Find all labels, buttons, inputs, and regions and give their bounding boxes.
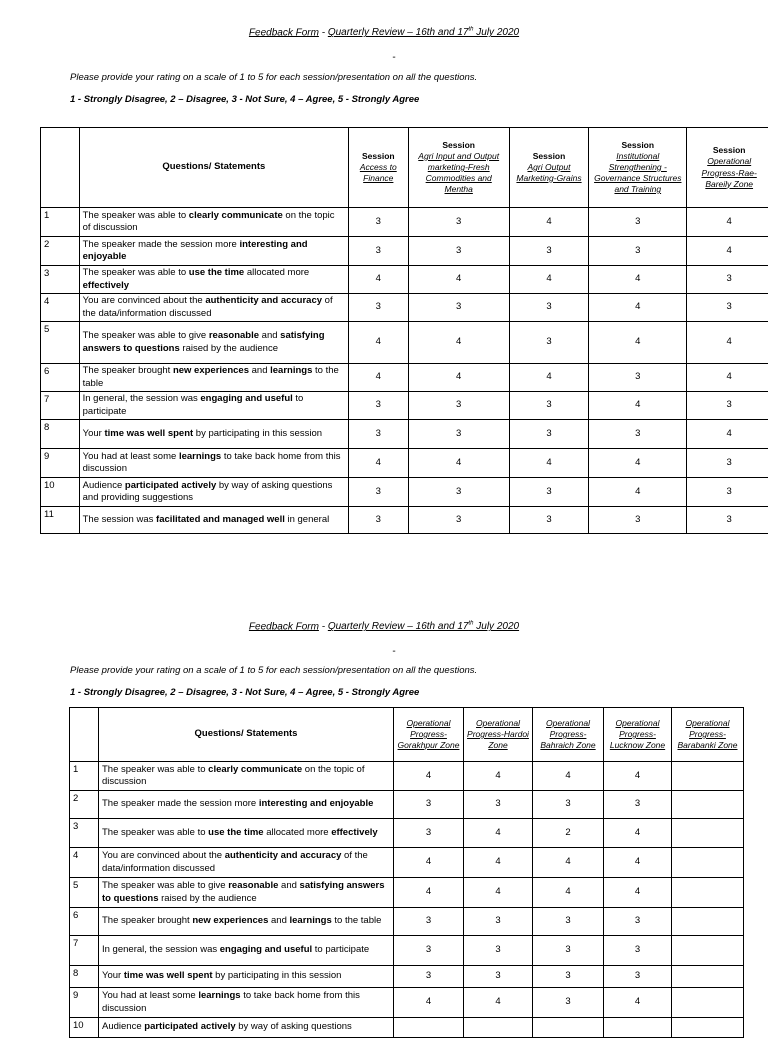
rating-cell-2: 3	[464, 791, 533, 819]
question-text	[99, 908, 394, 936]
table-row	[70, 791, 744, 819]
rating-cell-1: 4	[349, 364, 409, 392]
question-text	[79, 237, 348, 266]
rating-cell-4: 4	[589, 449, 687, 478]
row-number: 2	[41, 237, 80, 266]
table-row	[70, 762, 744, 791]
rating-cell-5	[672, 791, 744, 819]
table-row	[70, 908, 744, 936]
rating-cell-3	[533, 1018, 604, 1038]
rating-cell-1: 3	[349, 507, 409, 534]
rating-cell-2: 4	[408, 322, 509, 364]
session-label: Session	[591, 140, 684, 151]
question-text	[79, 208, 348, 237]
question-text	[79, 478, 348, 507]
rating-cell-3: 3	[509, 237, 588, 266]
question-segment: raised by the audience	[158, 893, 256, 904]
form-title-separator: -	[319, 27, 328, 38]
row-number: 9	[41, 449, 80, 478]
question-text	[79, 294, 348, 322]
question-segment: The speaker was able to	[102, 827, 208, 838]
session-header-1	[394, 708, 464, 762]
rating-cell-3: 4	[533, 878, 604, 908]
rating-cell-1: 3	[394, 819, 464, 848]
rating-cell-1: 3	[349, 478, 409, 507]
rating-cell-3: 3	[509, 322, 588, 364]
scale-legend-1: 1 - Strongly Disagree, 2 – Disagree, 3 - Not Sure, 4 – Agree, 5 - Strongly Agree	[70, 94, 419, 105]
rating-cell-2: 3	[408, 392, 509, 420]
intro-text-2: Please provide your rating on a scale of 1 to 5 for each session/presentation on all the questions.	[70, 665, 477, 676]
table-row	[70, 819, 744, 848]
table-row	[41, 478, 768, 507]
rating-cell-4: 4	[604, 848, 672, 878]
question-segment: and	[249, 365, 270, 376]
session-topic: Operational Progress-Rae-Bareily Zone	[689, 156, 768, 189]
question-emphasis: reasonable	[228, 880, 278, 891]
question-text	[79, 507, 348, 534]
rating-cell-3: 4	[509, 266, 588, 294]
question-segment: In general, the session was	[83, 393, 201, 404]
form-title-suffix: July 2020	[473, 27, 519, 38]
question-text	[79, 449, 348, 478]
question-segment: The session was	[83, 514, 156, 525]
scale-legend-2: 1 - Strongly Disagree, 2 – Disagree, 3 - Not Sure, 4 – Agree, 5 - Strongly Agree	[70, 687, 419, 698]
question-text	[79, 420, 348, 449]
rating-cell-2: 3	[464, 936, 533, 966]
rating-cell-3: 4	[509, 449, 588, 478]
question-segment: on the topic of discussion	[83, 210, 335, 233]
rating-cell-1: 4	[349, 266, 409, 294]
session-header-5	[687, 128, 768, 208]
session-topic: Operational Progress-Hardoi Zone	[466, 718, 530, 751]
rating-cell-2: 3	[408, 507, 509, 534]
rating-cell-3: 3	[533, 908, 604, 936]
rating-cell-4: 4	[604, 878, 672, 908]
form-title-sup: th	[468, 27, 473, 33]
rating-cell-1: 4	[349, 322, 409, 364]
question-segment: Audience	[83, 480, 125, 491]
question-emphasis: authenticity and accuracy	[205, 295, 322, 306]
rating-cell-2: 4	[408, 266, 509, 294]
table-row	[41, 420, 768, 449]
rating-cell-3: 3	[533, 966, 604, 988]
rating-cell-3: 4	[509, 364, 588, 392]
rating-cell-4: 3	[604, 936, 672, 966]
rating-cell-2: 3	[408, 478, 509, 507]
question-emphasis: satisfying answers to questions	[83, 330, 325, 353]
question-segment: Your	[83, 428, 105, 439]
question-segment: You had at least some	[102, 990, 198, 1001]
rating-cell-4	[604, 1018, 672, 1038]
session-topic: Access to Finance	[351, 162, 406, 184]
question-segment: The speaker brought	[83, 365, 173, 376]
rating-cell-3: 3	[509, 294, 588, 322]
session-topic: Operational Progress-Lucknow Zone	[606, 718, 669, 751]
rating-cell-2: 3	[408, 237, 509, 266]
question-emphasis: effectively	[83, 280, 129, 291]
rating-cell-5	[672, 819, 744, 848]
rating-cell-2: 4	[464, 819, 533, 848]
rating-cell-4: 4	[589, 322, 687, 364]
question-segment: You are convinced about the	[83, 295, 206, 306]
rating-cell-2: 4	[408, 449, 509, 478]
question-text	[99, 878, 394, 908]
question-segment: The speaker made the session more	[102, 798, 259, 809]
table-row	[70, 936, 744, 966]
question-text	[99, 988, 394, 1018]
form-title-main: Quarterly Review – 16th and 17	[328, 27, 469, 38]
session-label: Session	[512, 151, 586, 162]
question-segment: In general, the session was	[102, 944, 220, 955]
dash-2: -	[0, 646, 768, 657]
rating-cell-1: 4	[394, 988, 464, 1018]
row-number: 1	[70, 762, 99, 791]
table-row	[41, 392, 768, 420]
question-segment: by way of asking questions	[236, 1021, 352, 1032]
question-segment: Audience	[102, 1021, 144, 1032]
row-number: 3	[70, 819, 99, 848]
table-row	[41, 449, 768, 478]
dash-1: -	[0, 52, 768, 63]
row-number: 6	[41, 364, 80, 392]
question-text	[99, 1018, 394, 1038]
question-segment: to participate	[312, 944, 369, 955]
rating-cell-3: 4	[509, 208, 588, 237]
question-emphasis: engaging and useful	[200, 393, 292, 404]
question-emphasis: learnings	[290, 915, 332, 926]
question-text	[99, 762, 394, 791]
row-number: 7	[41, 392, 80, 420]
question-segment: The speaker was able to	[102, 764, 208, 775]
rating-cell-5	[672, 908, 744, 936]
rating-cell-4: 4	[589, 392, 687, 420]
question-emphasis: use the time	[208, 827, 263, 838]
row-number: 11	[41, 507, 80, 534]
row-number: 10	[41, 478, 80, 507]
rating-cell-5	[672, 988, 744, 1018]
row-number-header	[41, 128, 80, 208]
session-topic: Operational Progress-Bahraich Zone	[535, 718, 601, 751]
table-row	[41, 294, 768, 322]
row-number-header	[70, 708, 99, 762]
question-emphasis: interesting and enjoyable	[259, 798, 374, 809]
rating-cell-5: 4	[687, 322, 768, 364]
question-segment: raised by the audience	[180, 343, 278, 354]
rating-cell-3: 3	[533, 988, 604, 1018]
row-number: 9	[70, 988, 99, 1018]
rating-cell-1: 4	[394, 848, 464, 878]
rating-cell-1: 4	[349, 449, 409, 478]
rating-cell-5: 3	[687, 392, 768, 420]
question-text	[79, 392, 348, 420]
session-topic: Operational Progress-Barabanki Zone	[674, 718, 741, 751]
rating-cell-5: 3	[687, 294, 768, 322]
rating-cell-1: 4	[394, 878, 464, 908]
rating-cell-4: 3	[604, 791, 672, 819]
question-segment: allocated more	[264, 827, 332, 838]
session-topic: Institutional Strengthening - Governance Structures and Training	[591, 151, 684, 195]
table-row	[70, 878, 744, 908]
row-number: 1	[41, 208, 80, 237]
question-segment: The speaker made the session more	[83, 239, 240, 250]
row-number: 10	[70, 1018, 99, 1038]
question-emphasis: interesting and enjoyable	[83, 239, 308, 262]
rating-cell-5: 3	[687, 449, 768, 478]
table-row	[70, 966, 744, 988]
rating-cell-1: 3	[394, 966, 464, 988]
rating-cell-3: 3	[509, 420, 588, 449]
question-segment: The speaker was able to	[83, 210, 189, 221]
question-emphasis: learnings	[198, 990, 240, 1001]
rating-cell-4: 4	[589, 478, 687, 507]
rating-cell-3: 4	[533, 848, 604, 878]
row-number: 7	[70, 936, 99, 966]
form-title-prefix: Feedback Form	[249, 27, 319, 38]
rating-cell-1: 3	[394, 936, 464, 966]
rating-cell-2: 3	[464, 966, 533, 988]
rating-cell-3: 3	[533, 936, 604, 966]
form-title-2	[0, 621, 768, 632]
rating-cell-4: 4	[604, 988, 672, 1018]
rating-cell-4: 3	[589, 237, 687, 266]
question-text	[79, 266, 348, 294]
rating-cell-4: 3	[589, 420, 687, 449]
row-number: 8	[41, 420, 80, 449]
rating-cell-2: 3	[464, 908, 533, 936]
table-row	[41, 322, 768, 364]
rating-cell-1: 3	[349, 392, 409, 420]
session-label: Session	[689, 145, 768, 156]
rating-cell-4: 4	[604, 762, 672, 791]
question-segment: of the data/information discussed	[102, 850, 368, 873]
rating-cell-5	[672, 848, 744, 878]
question-emphasis: engaging and useful	[220, 944, 312, 955]
question-segment: and	[278, 880, 299, 891]
question-emphasis: reasonable	[209, 330, 259, 341]
intro-text-1: Please provide your rating on a scale of 1 to 5 for each session/presentation on all the questions.	[70, 72, 477, 83]
rating-cell-5	[672, 936, 744, 966]
rating-cell-2: 4	[464, 762, 533, 791]
table-row	[41, 364, 768, 392]
question-text	[99, 848, 394, 878]
table-row	[70, 988, 744, 1018]
rating-cell-5: 4	[687, 237, 768, 266]
row-number: 5	[41, 322, 80, 364]
rating-cell-2: 3	[408, 420, 509, 449]
row-number: 6	[70, 908, 99, 936]
rating-cell-1: 3	[349, 294, 409, 322]
rating-cell-2: 3	[408, 294, 509, 322]
rating-cell-1: 4	[394, 762, 464, 791]
table-row	[70, 1018, 744, 1038]
question-emphasis: clearly communicate	[208, 764, 302, 775]
form-title-sup: th	[468, 621, 473, 627]
question-segment: The speaker brought	[102, 915, 192, 926]
form-title-suffix: July 2020	[473, 621, 519, 632]
rating-cell-3: 3	[509, 392, 588, 420]
question-segment: to the table	[332, 915, 382, 926]
question-segment: The speaker was able to give	[83, 330, 209, 341]
form-title-1	[0, 27, 768, 38]
question-segment: and	[268, 915, 289, 926]
question-emphasis: authenticity and accuracy	[225, 850, 342, 861]
question-text	[99, 819, 394, 848]
question-emphasis: time was well spent	[104, 428, 193, 439]
session-topic: Agri Input and Output marketing-Fresh Commodities and Mentha	[411, 151, 507, 195]
session-label: Session	[351, 151, 406, 162]
row-number: 2	[70, 791, 99, 819]
rating-cell-1: 3	[349, 237, 409, 266]
question-segment: and	[259, 330, 280, 341]
session-topic: Agri Output Marketing-Grains	[512, 162, 586, 184]
question-segment: of the data/information discussed	[83, 295, 333, 318]
rating-cell-5: 3	[687, 478, 768, 507]
question-segment: to take back home from this discussion	[83, 451, 341, 474]
row-number: 8	[70, 966, 99, 988]
question-emphasis: new experiences	[173, 365, 249, 376]
question-emphasis: learnings	[179, 451, 221, 462]
session-header-1	[349, 128, 409, 208]
session-header-2	[408, 128, 509, 208]
rating-cell-5	[672, 1018, 744, 1038]
question-text	[99, 966, 394, 988]
row-number: 5	[70, 878, 99, 908]
rating-cell-4: 3	[604, 908, 672, 936]
rating-cell-4: 4	[604, 819, 672, 848]
rating-cell-5	[672, 966, 744, 988]
session-header-3	[533, 708, 604, 762]
question-segment: The speaker was able to give	[102, 880, 228, 891]
rating-cell-1: 3	[349, 208, 409, 237]
rating-cell-5: 4	[687, 208, 768, 237]
session-label: Session	[411, 140, 507, 151]
form-title-separator: -	[319, 621, 328, 632]
question-emphasis: effectively	[331, 827, 377, 838]
questions-header: Questions/ Statements	[79, 128, 348, 208]
table-row	[41, 237, 768, 266]
question-segment: You are convinced about the	[102, 850, 225, 861]
question-emphasis: participated actively	[125, 480, 216, 491]
session-topic: Operational Progress-Gorakhpur Zone	[396, 718, 461, 751]
rating-cell-5	[672, 762, 744, 791]
question-segment: by participating in this session	[193, 428, 322, 439]
rating-cell-2	[464, 1018, 533, 1038]
row-number: 3	[41, 266, 80, 294]
table-row	[41, 507, 768, 534]
rating-cell-4: 3	[589, 208, 687, 237]
rating-cell-3: 3	[533, 791, 604, 819]
rating-cell-5	[672, 878, 744, 908]
question-segment: by way of asking questions and providing suggestions	[83, 480, 333, 503]
question-segment: to participate	[83, 393, 304, 416]
question-segment: The speaker was able to	[83, 267, 189, 278]
row-number: 4	[41, 294, 80, 322]
rating-cell-3: 4	[533, 762, 604, 791]
row-number: 4	[70, 848, 99, 878]
rating-cell-3: 3	[509, 507, 588, 534]
question-emphasis: use the time	[189, 267, 244, 278]
session-header-2	[464, 708, 533, 762]
ratings-table-2	[69, 707, 744, 1038]
rating-cell-4: 3	[589, 507, 687, 534]
question-text	[99, 936, 394, 966]
question-segment: allocated more	[244, 267, 309, 278]
ratings-table-1	[40, 127, 768, 534]
question-segment: on the topic of discussion	[102, 764, 364, 787]
table-row	[70, 848, 744, 878]
question-emphasis: clearly communicate	[189, 210, 283, 221]
rating-cell-5: 3	[687, 507, 768, 534]
session-header-4	[604, 708, 672, 762]
question-segment: to take back home from this discussion	[102, 990, 360, 1013]
rating-cell-1: 3	[394, 791, 464, 819]
question-text	[79, 322, 348, 364]
rating-cell-5: 4	[687, 420, 768, 449]
rating-cell-2: 4	[408, 364, 509, 392]
table-row	[41, 266, 768, 294]
question-text	[79, 364, 348, 392]
rating-cell-2: 4	[464, 848, 533, 878]
form-title-main: Quarterly Review – 16th and 17	[328, 621, 469, 632]
session-header-5	[672, 708, 744, 762]
question-text	[99, 791, 394, 819]
question-emphasis: time was well spent	[124, 970, 213, 981]
rating-cell-4: 4	[589, 266, 687, 294]
question-segment: to the table	[83, 365, 339, 388]
rating-cell-2: 4	[464, 878, 533, 908]
rating-cell-2: 4	[464, 988, 533, 1018]
question-emphasis: participated actively	[144, 1021, 235, 1032]
question-segment: in general	[285, 514, 329, 525]
question-emphasis: new experiences	[192, 915, 268, 926]
rating-cell-3: 3	[509, 478, 588, 507]
rating-cell-1	[394, 1018, 464, 1038]
question-emphasis: facilitated and managed well	[156, 514, 285, 525]
question-segment: by participating in this session	[213, 970, 342, 981]
question-segment: You had at least some	[83, 451, 179, 462]
question-emphasis: satisfying answers to questions	[102, 880, 385, 903]
rating-cell-5: 4	[687, 364, 768, 392]
session-header-3	[509, 128, 588, 208]
question-segment: Your	[102, 970, 124, 981]
rating-cell-2: 3	[408, 208, 509, 237]
rating-cell-1: 3	[394, 908, 464, 936]
rating-cell-5: 3	[687, 266, 768, 294]
rating-cell-4: 4	[589, 294, 687, 322]
rating-cell-3: 2	[533, 819, 604, 848]
rating-cell-4: 3	[589, 364, 687, 392]
form-title-prefix: Feedback Form	[249, 621, 319, 632]
table-row	[41, 208, 768, 237]
questions-header: Questions/ Statements	[99, 708, 394, 762]
rating-cell-4: 3	[604, 966, 672, 988]
session-header-4	[589, 128, 687, 208]
rating-cell-1: 3	[349, 420, 409, 449]
question-emphasis: learnings	[270, 365, 312, 376]
